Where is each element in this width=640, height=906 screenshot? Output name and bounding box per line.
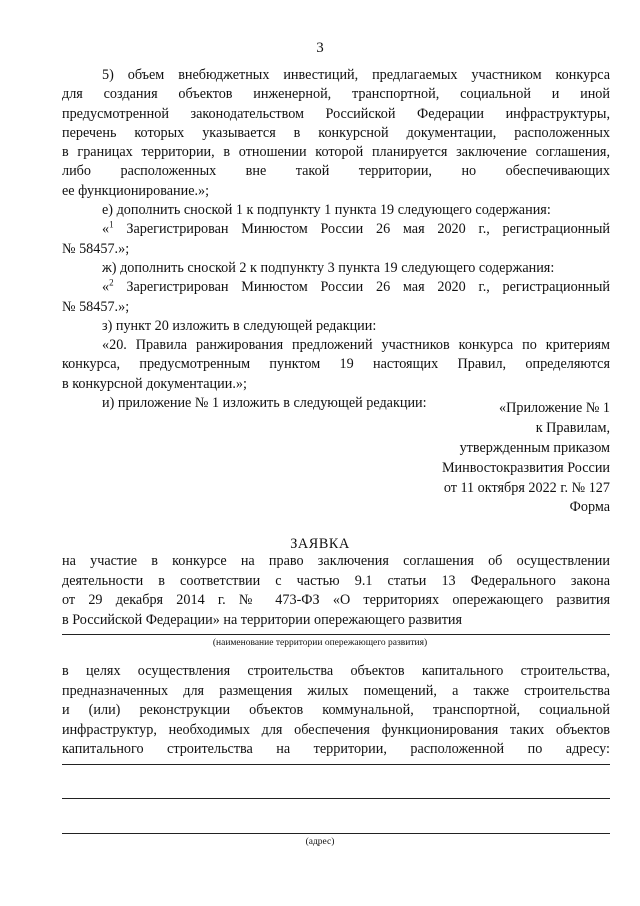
subject-line: на участие в конкурсе на право заключения соглашения об осуществлении bbox=[62, 553, 610, 569]
territory-fill-line[interactable] bbox=[62, 634, 610, 635]
item-i: и) приложение № 1 изложить в следующей редакции: bbox=[102, 395, 427, 412]
purpose-paragraph bbox=[62, 662, 610, 760]
footnote-2-text: Зарегистрирован Минюстом России 26 мая 2020 г., регистрационный bbox=[113, 279, 610, 296]
footnote-1-number: № 58457.»; bbox=[62, 240, 130, 257]
purpose-line: капитального строительства на территории, расположенной по адресу: bbox=[62, 741, 610, 757]
subject-line: от 29 декабря 2014 г. № 473-ФЗ «О территориях опережающего развития bbox=[62, 592, 610, 608]
item-20-line: конкурса, предусмотренным пунктом 19 настоящих Правил, определяются bbox=[62, 356, 610, 373]
item-5-line: перечень которых указывается в конкурсной документации, расположенных bbox=[62, 124, 610, 141]
application-subject bbox=[62, 552, 610, 630]
address-fill-line[interactable] bbox=[62, 833, 610, 834]
address-fill-line[interactable] bbox=[62, 798, 610, 799]
item-5-line: для создания объектов инженерной, транспортной, социальной и иной bbox=[62, 86, 610, 103]
territory-caption: (наименование территории опережающего развития) bbox=[212, 638, 428, 648]
amendments-body bbox=[62, 66, 610, 413]
purpose-line: в целях осуществления строительства объектов капитального строительства, bbox=[62, 663, 610, 679]
footnote-2-line: «$^2$ Зарегистрирован Минюстом России 26 мая 2020 г., регистрационный bbox=[102, 277, 610, 296]
purpose-line: и (или) реконструкции объектов коммунальной, транспортной, социальной bbox=[62, 702, 610, 718]
purpose-line: предназначенных для размещения жилых помещений, а также строительства bbox=[62, 682, 610, 699]
footnote-2-number: № 58457.»; bbox=[62, 298, 130, 315]
footnote-1-line: «$^1$ Зарегистрирован Минюстом России 26 мая 2020 г., регистрационный bbox=[102, 219, 610, 238]
item-20-line: «20. Правила ранжирования предложений участников конкурса по критериям bbox=[102, 337, 610, 354]
appendix-line: утвержденным приказом bbox=[459, 440, 610, 456]
item-20-line: в конкурсной документации.»; bbox=[62, 375, 247, 392]
appendix-line: к Правилам, bbox=[535, 420, 610, 436]
footnote-1-mark: 1 bbox=[109, 219, 114, 230]
footnote-1-text: Зарегистрирован Минюстом России 26 мая 2020 г., регистрационный bbox=[113, 221, 610, 238]
item-zh: ж) дополнить сноской 2 к подпункту 3 пункта 19 следующего содержания: bbox=[102, 259, 555, 276]
item-5-line: 5) объем внебюджетных инвестиций, предлагаемых участником конкурса bbox=[102, 67, 610, 83]
form-label: Форма bbox=[569, 499, 610, 515]
item-e: е) дополнить сноской 1 к подпункту 1 пункта 19 следующего содержания: bbox=[102, 202, 551, 219]
appendix-line: Минвостокразвития России bbox=[441, 460, 610, 476]
item-5-line: в границах территории, в отношении которой планируется заключение соглашения, bbox=[62, 144, 610, 161]
purpose-line: инфраструктур, необходимых для обеспечения функционирования таких объектов bbox=[62, 721, 610, 738]
item-z: з) пункт 20 изложить в следующей редакции: bbox=[102, 317, 377, 334]
page-number: 3 bbox=[316, 40, 324, 56]
subject-line: в Российской Федерации» на территории опережающего развития bbox=[62, 611, 463, 628]
footnote-2-mark: 2 bbox=[109, 277, 114, 288]
appendix-header bbox=[350, 398, 610, 498]
address-caption: (адрес) bbox=[305, 837, 335, 847]
application-title: ЗАЯВКА bbox=[290, 536, 350, 552]
appendix-line: «Приложение № 1 bbox=[499, 400, 610, 416]
address-fill-line[interactable] bbox=[62, 764, 610, 765]
subject-line: деятельности в соответствии с частью 9.1 статьи 13 Федерального закона bbox=[62, 572, 610, 589]
appendix-line: от 11 октября 2022 г. № 127 bbox=[443, 480, 610, 496]
item-5-line: предусмотренной законодательством Российской Федерации инфраструктуры, bbox=[62, 105, 610, 122]
item-5-line: ее функционирование.»; bbox=[62, 182, 210, 199]
item-5-line: либо расположенных вне такой территории, но обеспечивающих bbox=[62, 163, 610, 180]
